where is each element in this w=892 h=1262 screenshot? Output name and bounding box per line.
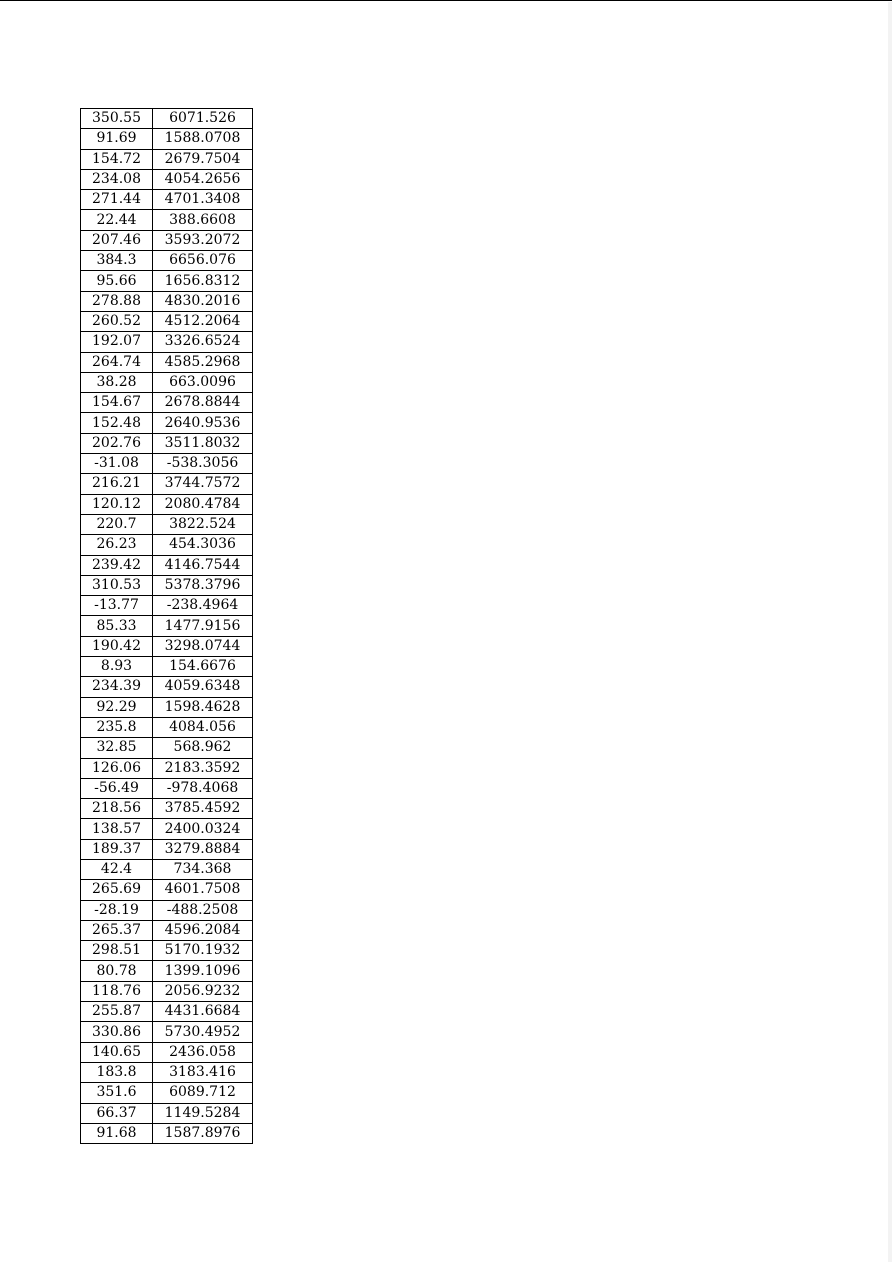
cell-col-b[interactable]: -978.4068 xyxy=(153,778,253,798)
cell-col-a[interactable]: 234.39 xyxy=(81,677,153,697)
table-row xyxy=(81,799,253,819)
cell-col-a[interactable]: 239.42 xyxy=(81,555,153,575)
table-row xyxy=(81,596,253,616)
table-row xyxy=(81,981,253,1001)
cell-col-b[interactable]: 1399.1096 xyxy=(153,961,253,981)
table-row xyxy=(81,129,253,149)
table-row xyxy=(81,575,253,595)
cell-col-b[interactable]: 2679.7504 xyxy=(153,149,253,169)
cell-col-a[interactable]: -28.19 xyxy=(81,900,153,920)
table-row xyxy=(81,616,253,636)
cell-col-b[interactable]: 3183.416 xyxy=(153,1062,253,1082)
cell-col-b[interactable]: -488.2508 xyxy=(153,900,253,920)
cell-col-a[interactable]: 140.65 xyxy=(81,1042,153,1062)
cell-col-b[interactable]: 2678.8844 xyxy=(153,393,253,413)
table-row xyxy=(81,941,253,961)
cell-col-a[interactable]: 183.8 xyxy=(81,1062,153,1082)
table-row xyxy=(81,778,253,798)
cell-col-b[interactable]: 4146.7544 xyxy=(153,555,253,575)
cell-col-b[interactable]: 4431.6684 xyxy=(153,1002,253,1022)
cell-col-b[interactable]: 734.368 xyxy=(153,859,253,879)
table-row xyxy=(81,1103,253,1123)
cell-col-b[interactable]: 2183.3592 xyxy=(153,758,253,778)
table-row xyxy=(81,433,253,453)
table-row xyxy=(81,1123,253,1143)
cell-col-a[interactable]: 32.85 xyxy=(81,738,153,758)
cell-col-a[interactable]: 350.55 xyxy=(81,109,153,129)
table-row xyxy=(81,1002,253,1022)
cell-col-a[interactable]: 192.07 xyxy=(81,332,153,352)
table-row xyxy=(81,332,253,352)
data-table-body xyxy=(81,109,253,1144)
cell-col-a[interactable]: 118.76 xyxy=(81,981,153,1001)
table-row xyxy=(81,758,253,778)
cell-col-b[interactable]: 1656.8312 xyxy=(153,271,253,291)
table-row xyxy=(81,454,253,474)
table-row xyxy=(81,149,253,169)
cell-col-b[interactable]: 568.962 xyxy=(153,738,253,758)
cell-col-b[interactable]: -538.3056 xyxy=(153,454,253,474)
cell-col-b[interactable]: 3326.6524 xyxy=(153,332,253,352)
table-row xyxy=(81,697,253,717)
cell-col-b[interactable]: -238.4964 xyxy=(153,596,253,616)
cell-col-b[interactable]: 6071.526 xyxy=(153,109,253,129)
cell-col-a[interactable]: 154.67 xyxy=(81,393,153,413)
cell-col-b[interactable]: 4601.7508 xyxy=(153,880,253,900)
table-row xyxy=(81,210,253,230)
cell-col-a[interactable]: 91.68 xyxy=(81,1123,153,1143)
table-row xyxy=(81,535,253,555)
table-row xyxy=(81,413,253,433)
table-row xyxy=(81,291,253,311)
cell-col-a[interactable]: 384.3 xyxy=(81,251,153,271)
cell-col-a[interactable]: 138.57 xyxy=(81,819,153,839)
table-row xyxy=(81,657,253,677)
cell-col-a[interactable]: 26.23 xyxy=(81,535,153,555)
page-right-edge xyxy=(888,2,892,1262)
table-row xyxy=(81,230,253,250)
cell-col-a[interactable]: 95.66 xyxy=(81,271,153,291)
cell-col-a[interactable]: 351.6 xyxy=(81,1083,153,1103)
cell-col-a[interactable]: 216.21 xyxy=(81,474,153,494)
cell-col-b[interactable]: 3298.0744 xyxy=(153,636,253,656)
cell-col-b[interactable]: 4059.6348 xyxy=(153,677,253,697)
cell-col-b[interactable]: 5378.3796 xyxy=(153,575,253,595)
table-row xyxy=(81,900,253,920)
cell-col-a[interactable]: 66.37 xyxy=(81,1103,153,1123)
cell-col-a[interactable]: 91.69 xyxy=(81,129,153,149)
cell-col-b[interactable]: 2400.0324 xyxy=(153,819,253,839)
cell-col-a[interactable]: 278.88 xyxy=(81,291,153,311)
table-row xyxy=(81,352,253,372)
cell-col-a[interactable]: 85.33 xyxy=(81,616,153,636)
cell-col-a[interactable]: 190.42 xyxy=(81,636,153,656)
table-row xyxy=(81,169,253,189)
cell-col-b[interactable]: 3511.8032 xyxy=(153,433,253,453)
table-row xyxy=(81,109,253,129)
cell-col-b[interactable]: 4054.2656 xyxy=(153,169,253,189)
table-row xyxy=(81,474,253,494)
cell-col-a[interactable]: 235.8 xyxy=(81,717,153,737)
cell-col-b[interactable]: 4512.2064 xyxy=(153,311,253,331)
cell-col-b[interactable]: 2436.058 xyxy=(153,1042,253,1062)
table-row xyxy=(81,1042,253,1062)
table-row xyxy=(81,819,253,839)
table-row xyxy=(81,494,253,514)
cell-col-a[interactable]: 330.86 xyxy=(81,1022,153,1042)
cell-col-a[interactable]: 92.29 xyxy=(81,697,153,717)
cell-col-b[interactable]: 2080.4784 xyxy=(153,494,253,514)
cell-col-b[interactable]: 6656.076 xyxy=(153,251,253,271)
table-row xyxy=(81,1083,253,1103)
cell-col-a[interactable]: 202.76 xyxy=(81,433,153,453)
table-row xyxy=(81,859,253,879)
cell-col-b[interactable]: 1588.0708 xyxy=(153,129,253,149)
cell-col-a[interactable]: 152.48 xyxy=(81,413,153,433)
table-row xyxy=(81,961,253,981)
cell-col-a[interactable]: -13.77 xyxy=(81,596,153,616)
cell-col-a[interactable]: 271.44 xyxy=(81,190,153,210)
cell-col-b[interactable]: 2056.9232 xyxy=(153,981,253,1001)
cell-col-a[interactable]: 154.72 xyxy=(81,149,153,169)
cell-col-b[interactable]: 4701.3408 xyxy=(153,190,253,210)
table-row xyxy=(81,636,253,656)
cell-col-b[interactable]: 3279.8884 xyxy=(153,839,253,859)
cell-col-a[interactable]: 8.93 xyxy=(81,657,153,677)
table-row xyxy=(81,555,253,575)
cell-col-a[interactable]: 220.7 xyxy=(81,514,153,534)
cell-col-b[interactable]: 454.3036 xyxy=(153,535,253,555)
table-row xyxy=(81,839,253,859)
cell-col-b[interactable]: 3785.4592 xyxy=(153,799,253,819)
cell-col-b[interactable]: 4830.2016 xyxy=(153,291,253,311)
cell-col-a[interactable]: 310.53 xyxy=(81,575,153,595)
table-row xyxy=(81,1062,253,1082)
cell-col-a[interactable]: 126.06 xyxy=(81,758,153,778)
cell-col-b[interactable]: 1477.9156 xyxy=(153,616,253,636)
table-row xyxy=(81,190,253,210)
cell-col-b[interactable]: 3822.524 xyxy=(153,514,253,534)
cell-col-b[interactable]: 388.6608 xyxy=(153,210,253,230)
table-row xyxy=(81,717,253,737)
cell-col-b[interactable]: 1587.8976 xyxy=(153,1123,253,1143)
cell-col-a[interactable]: -56.49 xyxy=(81,778,153,798)
cell-col-a[interactable]: 42.4 xyxy=(81,859,153,879)
cell-col-b[interactable]: 4585.2968 xyxy=(153,352,253,372)
cell-col-a[interactable]: 265.37 xyxy=(81,920,153,940)
table-row xyxy=(81,393,253,413)
cell-col-b[interactable]: 5730.4952 xyxy=(153,1022,253,1042)
cell-col-a[interactable]: 234.08 xyxy=(81,169,153,189)
table-row xyxy=(81,738,253,758)
cell-col-b[interactable]: 1149.5284 xyxy=(153,1103,253,1123)
cell-col-a[interactable]: 120.12 xyxy=(81,494,153,514)
cell-col-b[interactable]: 4596.2084 xyxy=(153,920,253,940)
cell-col-b[interactable]: 3744.7572 xyxy=(153,474,253,494)
cell-col-a[interactable]: 38.28 xyxy=(81,372,153,392)
cell-col-a[interactable]: -31.08 xyxy=(81,454,153,474)
cell-col-a[interactable]: 260.52 xyxy=(81,311,153,331)
table-row xyxy=(81,920,253,940)
cell-col-b[interactable]: 1598.4628 xyxy=(153,697,253,717)
cell-col-b[interactable]: 154.6676 xyxy=(153,657,253,677)
cell-col-a[interactable]: 80.78 xyxy=(81,961,153,981)
table-row xyxy=(81,271,253,291)
table-row xyxy=(81,1022,253,1042)
cell-col-b[interactable]: 663.0096 xyxy=(153,372,253,392)
cell-col-a[interactable]: 255.87 xyxy=(81,1002,153,1022)
cell-col-b[interactable]: 3593.2072 xyxy=(153,230,253,250)
cell-col-a[interactable]: 189.37 xyxy=(81,839,153,859)
cell-col-a[interactable]: 298.51 xyxy=(81,941,153,961)
data-table xyxy=(80,108,253,1144)
cell-col-a[interactable]: 207.46 xyxy=(81,230,153,250)
cell-col-b[interactable]: 5170.1932 xyxy=(153,941,253,961)
table-row xyxy=(81,514,253,534)
table-row xyxy=(81,677,253,697)
table-row xyxy=(81,251,253,271)
cell-col-a[interactable]: 218.56 xyxy=(81,799,153,819)
cell-col-a[interactable]: 264.74 xyxy=(81,352,153,372)
table-row xyxy=(81,372,253,392)
cell-col-b[interactable]: 6089.712 xyxy=(153,1083,253,1103)
cell-col-a[interactable]: 265.69 xyxy=(81,880,153,900)
page-top-border xyxy=(0,0,892,1)
cell-col-b[interactable]: 2640.9536 xyxy=(153,413,253,433)
cell-col-a[interactable]: 22.44 xyxy=(81,210,153,230)
cell-col-b[interactable]: 4084.056 xyxy=(153,717,253,737)
table-row xyxy=(81,880,253,900)
table-row xyxy=(81,311,253,331)
